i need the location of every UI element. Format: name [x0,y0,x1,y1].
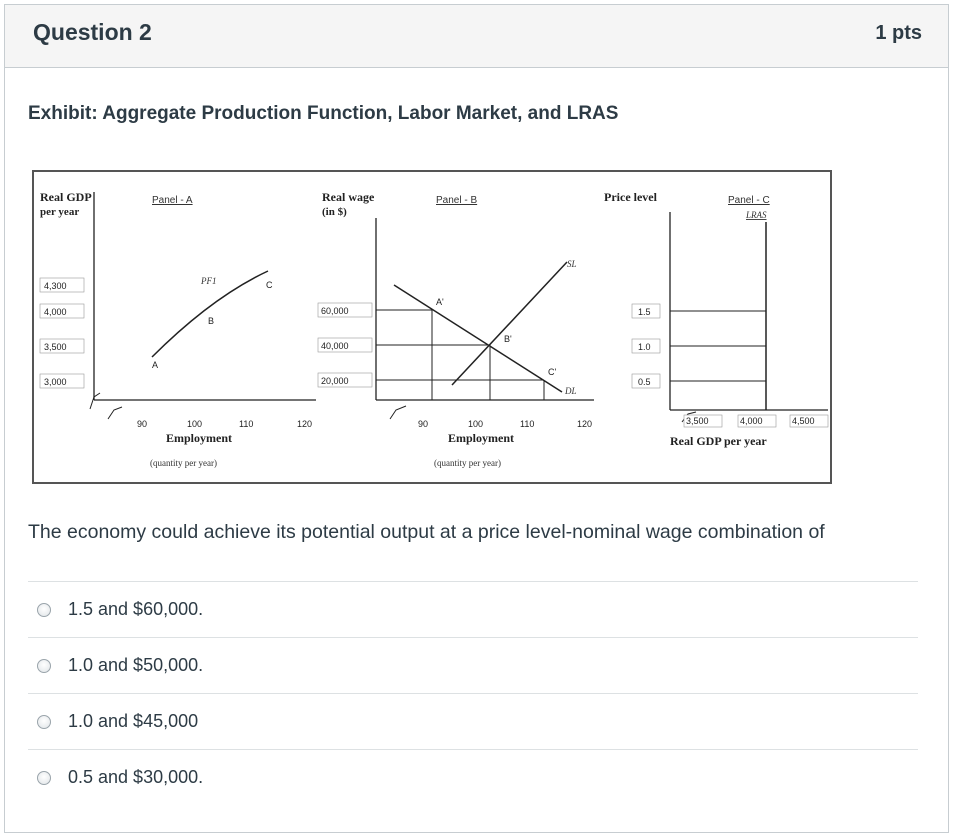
panel-c-xtick: 4,000 [740,416,763,426]
panel-b-ytick: 20,000 [321,376,349,386]
radio-button[interactable] [37,715,51,729]
panel-b-xtick: 100 [468,419,484,429]
panel-c-xtick: 4,500 [792,416,815,426]
panel-c-ytick: 1.0 [638,342,651,352]
panel-a-title: Panel - A [152,195,193,206]
panel-b-ylabel-1: Real wage [322,190,375,204]
answer-option-1[interactable] [28,581,918,637]
point-c-label: C [266,280,273,290]
answer-label[interactable]: 0.5 and $30,000. [68,767,204,787]
exhibit-graph [34,172,830,482]
answer-label[interactable]: 1.0 and $45,000 [68,711,199,731]
panel-b-ytick: 60,000 [321,306,349,316]
panel-a-xlabel-sub: (quantity per year) [150,458,217,468]
panel-a-x-axis-break [108,407,122,419]
question-title: Question 2 [33,19,152,45]
panel-c-title: Panel - C [728,195,770,206]
panel-c-ytick: 1.5 [638,307,651,317]
panel-a-ylabel-1: Real GDP [40,190,92,204]
panel-a-xlabel: Employment [166,431,232,445]
panel-c-ylabel: Price level [604,190,657,204]
radio-button[interactable] [37,659,51,673]
panel-a-xtick: 120 [297,419,313,429]
panel-b-xtick: 120 [577,419,593,429]
answer-option-4[interactable] [28,749,918,805]
point-b-label: B [208,316,215,326]
panel-a-ylabel-2: per year [40,206,80,218]
answer-label[interactable]: 1.0 and $50,000. [68,655,204,675]
panel-a-ytick: 4,300 [44,281,67,291]
answer-option-2[interactable] [28,637,918,693]
exhibit-figure [32,170,832,484]
panel-a-xtick: 90 [137,419,148,429]
panel-b-xtick: 110 [520,419,535,429]
point-c-prime-label: C' [548,367,557,377]
panel-a-axis-break [90,393,100,409]
answer-list [28,581,918,805]
panel-b-xlabel-sub: (quantity per year) [434,458,501,468]
panel-a-xtick: 100 [187,419,203,429]
point-a-prime-label: A' [436,297,444,307]
panel-b-xlabel: Employment [448,431,514,445]
radio-button[interactable] [37,771,51,785]
panel-b-ylabel-2: (in $) [322,206,347,218]
answer-option-3[interactable] [28,693,918,749]
panel-c-ytick: 0.5 [638,377,651,387]
panel-b-title: Panel - B [436,195,478,206]
panel-a-ytick: 3,000 [44,377,67,387]
panel-c-subtitle: LRAS [746,210,767,220]
exhibit-title: Exhibit: Aggregate Production Function, Labor Market, and LRAS [28,103,619,124]
question-points: 1 pts [875,22,922,44]
panel-a-ytick: 3,500 [44,342,67,352]
panel-a-xtick: 110 [239,419,254,429]
question-header [5,5,948,68]
pf1-label: PF1 [201,276,217,286]
dl-label: DL [565,386,577,396]
point-b-prime-label: B' [504,334,512,344]
point-a-label: A [152,360,159,370]
labor-demand-curve [394,285,562,392]
panel-c-xlabel: Real GDP per year [670,434,767,448]
panel-a-ytick: 4,000 [44,307,67,317]
panel-b-xtick: 90 [418,419,429,429]
question-prompt: The economy could achieve its potential output at a price level-nominal wage combination of [28,521,825,543]
answer-label[interactable]: 1.5 and $60,000. [68,599,204,619]
panel-b-ytick: 40,000 [321,341,349,351]
panel-b-axis-break [390,406,406,419]
panel-c-xtick: 3,500 [686,416,709,426]
sl-label: SL [567,259,577,269]
radio-button[interactable] [37,603,51,617]
